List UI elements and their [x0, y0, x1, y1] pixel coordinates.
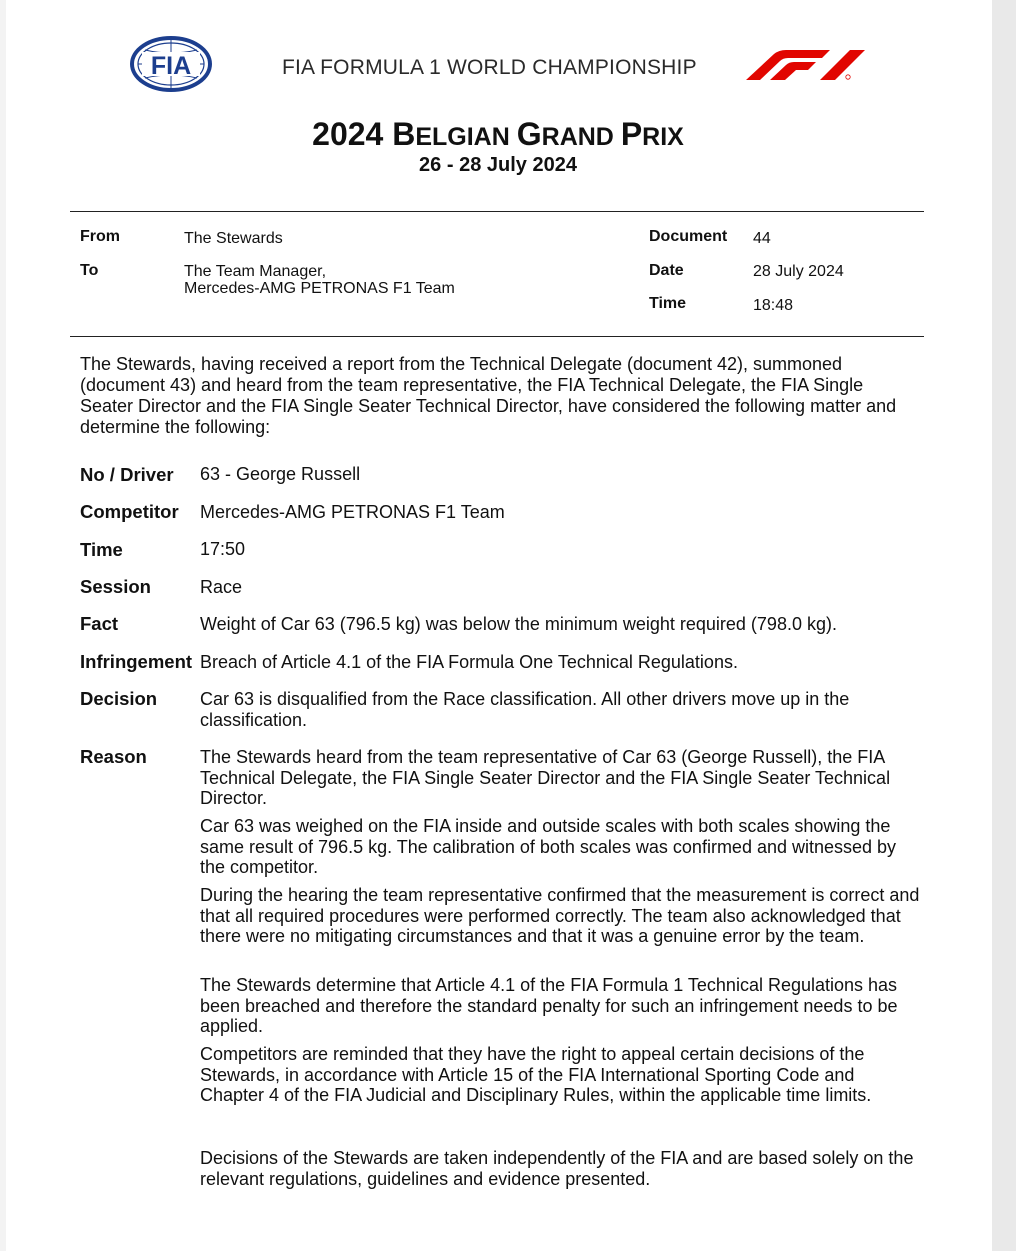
fact-label: Fact — [80, 613, 119, 634]
document-label: Document — [649, 228, 728, 245]
date-value: 28 July 2024 — [753, 263, 844, 280]
competitor-value: Mercedes-AMG PETRONAS F1 Team — [200, 502, 505, 522]
f1-logo — [744, 48, 866, 82]
championship-title: FIA FORMULA 1 WORLD CHAMPIONSHIP — [282, 56, 697, 79]
event-title-elgian: ELGIAN — [415, 123, 517, 151]
memo-top-rule — [70, 211, 924, 212]
intro-paragraph: The Stewards, having received a report from the Technical Delegate (document 42), summoned (document 43) and heard from the team representative, the FIA Technical Delegate, the FIA Single Seater Director and the FIA Single Seater Technical Director, have considered the following matter and determine the following: — [80, 354, 897, 437]
fia-logo — [130, 36, 212, 92]
to-label: To — [80, 262, 99, 279]
infringement-label: Infringement — [80, 651, 193, 672]
reason-paragraph-5: Competitors are reminded that they have the right to appeal certain decisions of the Stewards, in accordance with Article 15 of the FIA International Sporting Code and Chapter 4 of the FIA Judicial and Disciplinary Rules, within the applicable time limits. — [200, 1044, 872, 1105]
memo-bottom-rule — [70, 336, 924, 337]
date-label: Date — [649, 262, 684, 279]
to-value-line1: The Team Manager, — [184, 263, 327, 280]
session-label: Session — [80, 576, 151, 597]
competitor-label: Competitor — [80, 501, 179, 522]
from-label: From — [80, 228, 120, 245]
event-time-label: Time — [80, 539, 123, 560]
decision-value: Car 63 is disqualified from the Race classification. All other drivers move up in the classification. — [200, 689, 850, 730]
infringement-value: Breach of Article 4.1 of the FIA Formula One Technical Regulations. — [200, 652, 738, 672]
page-edge-left — [0, 0, 6, 1251]
stewards-independence-note: Decisions of the Stewards are taken independently of the FIA and are based solely on the relevant regulations, guidelines and evidence presented. — [200, 1148, 914, 1189]
document-value: 44 — [753, 230, 771, 247]
event-title-rand: RAND — [541, 123, 621, 151]
event-title — [0, 116, 996, 153]
event-title-b: B — [392, 116, 416, 152]
event-title-g: G — [516, 116, 542, 152]
session-value: Race — [200, 577, 243, 597]
driver-label: No / Driver — [80, 464, 174, 485]
to-value-line2: Mercedes-AMG PETRONAS F1 Team — [184, 280, 455, 297]
time-value: 18:48 — [753, 297, 794, 314]
reason-paragraph-1: The Stewards heard from the team representative of Car 63 (George Russell), the FIA Technical Delegate, the FIA Single Seater Director and the FIA Single Seater Technical Director. — [200, 747, 891, 808]
fia-logo-text: FIA — [150, 52, 192, 80]
from-value: The Stewards — [184, 230, 283, 247]
event-title-rix: RIX — [642, 123, 684, 151]
reason-paragraph-4: The Stewards determine that Article 4.1 of the FIA Formula 1 Technical Regulations has been breached and therefore the standard penalty for such an infringement needs to be applied. — [200, 975, 898, 1036]
driver-value: 63 - George Russell — [200, 464, 361, 484]
time-label: Time — [649, 295, 687, 312]
decision-label: Decision — [80, 688, 158, 709]
event-title-year: 2024 — [312, 116, 393, 152]
reason-label: Reason — [80, 746, 147, 767]
event-time-value: 17:50 — [200, 539, 246, 559]
reason-paragraph-2: Car 63 was weighed on the FIA inside and outside scales with both scales showing the same result of 796.5 kg. The calibration of both scales was confirmed and witnessed by the competitor. — [200, 816, 897, 877]
fact-value: Weight of Car 63 (796.5 kg) was below the minimum weight required (798.0 kg). — [200, 614, 837, 634]
event-dates: 26 - 28 July 2024 — [419, 154, 577, 176]
event-title-p: P — [620, 116, 643, 152]
reason-paragraph-3: During the hearing the team representative confirmed that the measurement is correct and that all required procedures were performed correctly. The team also acknowledged that there were no mitigating circumstances and that it was a genuine error by the team. — [200, 885, 920, 946]
page-edge-right — [992, 0, 1016, 1251]
